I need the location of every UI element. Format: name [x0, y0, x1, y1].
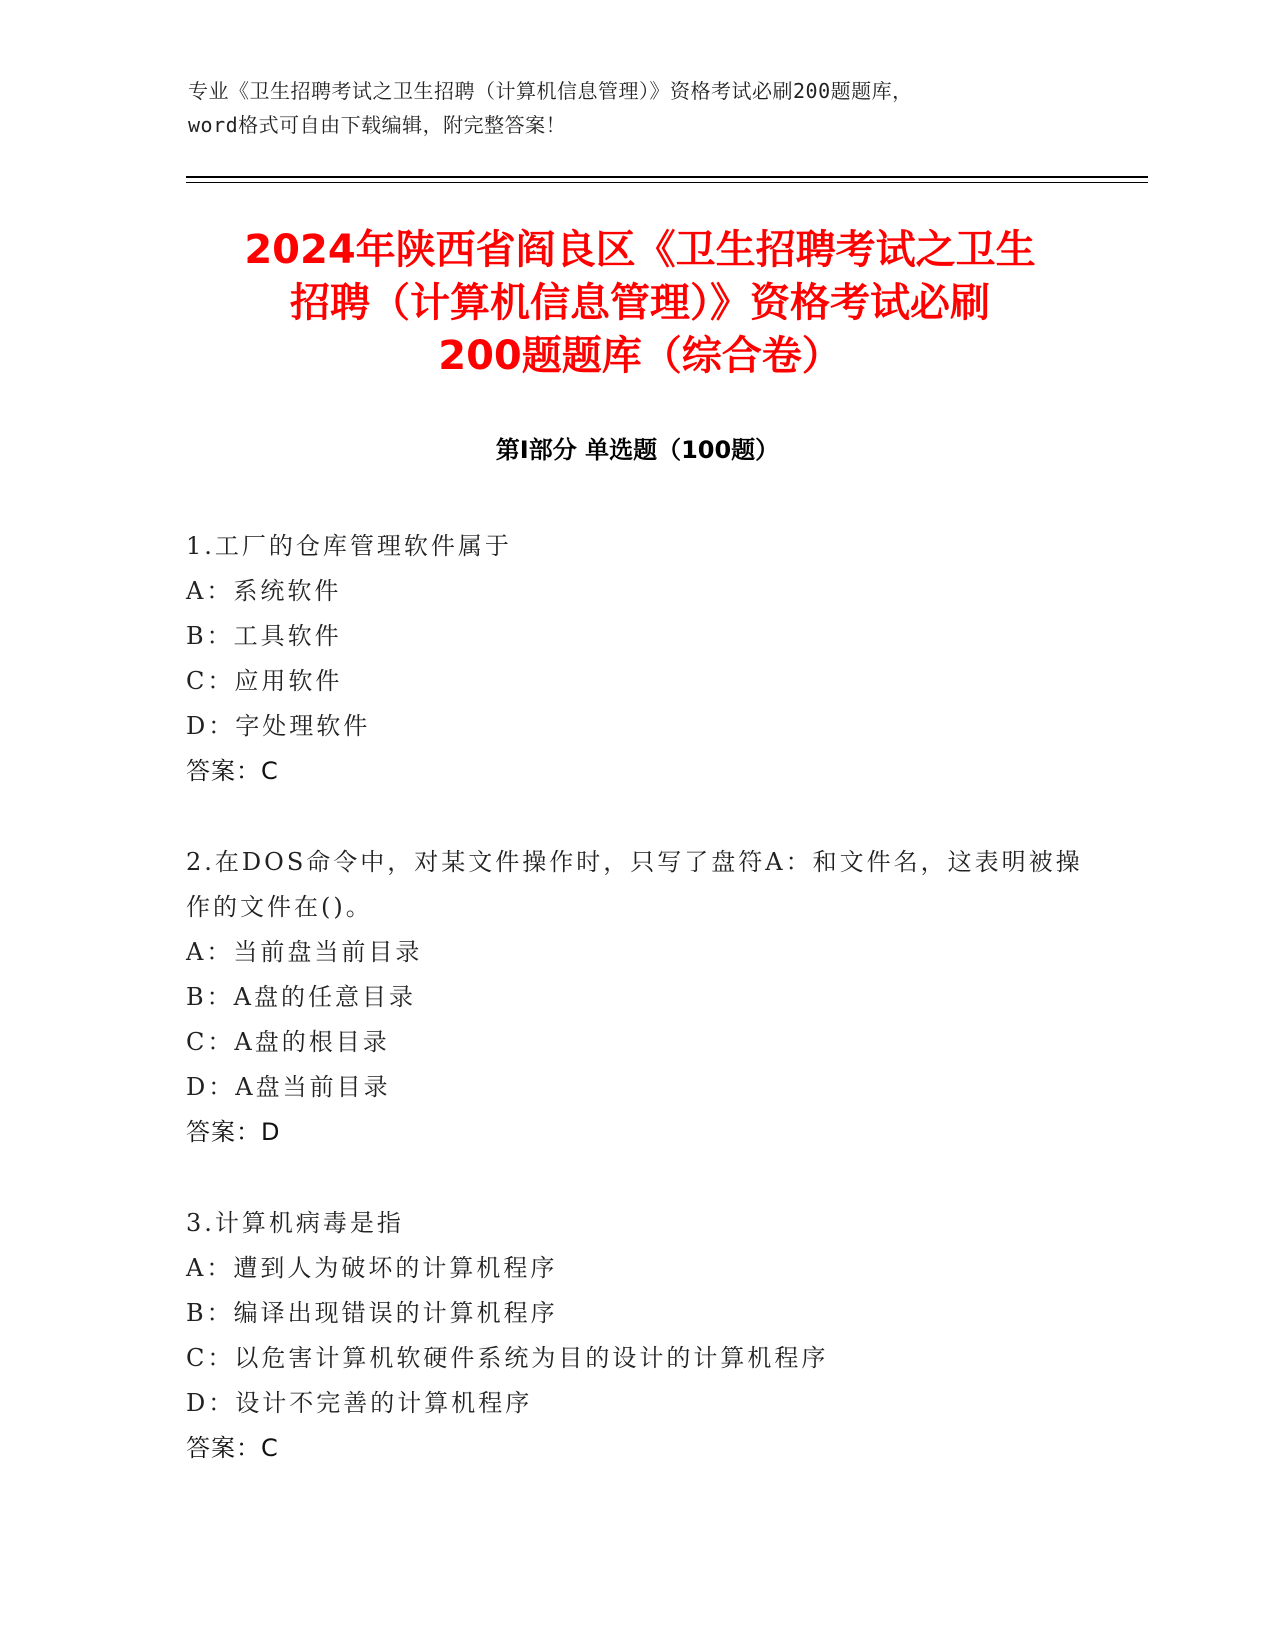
header-divider-thick	[186, 176, 1148, 178]
answer: 答案：C	[186, 757, 279, 785]
option-c: C：A盘的根目录	[186, 1028, 390, 1056]
option-a: A：当前盘当前目录	[186, 938, 423, 966]
option-a: A：遭到人为破坏的计算机程序	[186, 1254, 558, 1282]
question-stem: 1.工厂的仓库管理软件属于	[186, 532, 512, 560]
question-stem: 2.在DOS命令中，对某文件操作时，只写了盘符A：和文件名，这表明被操作的文件在()。	[186, 848, 1083, 921]
header-note-line-2: word格式可自由下载编辑，附完整答案！	[188, 113, 567, 137]
document-title-line-3: 200题题库（综合卷）	[438, 333, 842, 379]
option-a: A：系统软件	[186, 577, 342, 605]
question-3	[186, 1201, 1086, 1471]
header-note-line-1: 专业《卫生招聘考试之卫生招聘（计算机信息管理）》资格考试必刷200题题库，	[188, 79, 913, 103]
option-c: C：应用软件	[186, 667, 343, 695]
option-b: B：工具软件	[186, 622, 342, 650]
option-d: D：A盘当前目录	[186, 1073, 391, 1101]
option-b: B：编译出现错误的计算机程序	[186, 1299, 558, 1327]
document-title-line-2: 招聘（计算机信息管理）》资格考试必刷	[290, 280, 990, 326]
header-note	[188, 74, 1088, 142]
document-title	[160, 224, 1120, 383]
document-title-line-1: 2024年陕西省阎良区《卫生招聘考试之卫生	[244, 227, 1036, 273]
answer: 答案：D	[186, 1118, 281, 1146]
option-b: B：A盘的任意目录	[186, 983, 416, 1011]
question-stem: 3.计算机病毒是指	[186, 1209, 404, 1237]
question-list	[186, 524, 1086, 1517]
question-1	[186, 524, 1086, 794]
question-2	[186, 840, 1086, 1155]
header-divider-thin	[186, 182, 1148, 183]
answer: 答案：C	[186, 1434, 279, 1462]
option-c: C：以危害计算机软硬件系统为目的设计的计算机程序	[186, 1344, 829, 1372]
section-title: 第Ⅰ部分 单选题（100题）	[495, 436, 780, 464]
option-d: D：设计不完善的计算机程序	[186, 1389, 533, 1417]
option-d: D：字处理软件	[186, 712, 371, 740]
